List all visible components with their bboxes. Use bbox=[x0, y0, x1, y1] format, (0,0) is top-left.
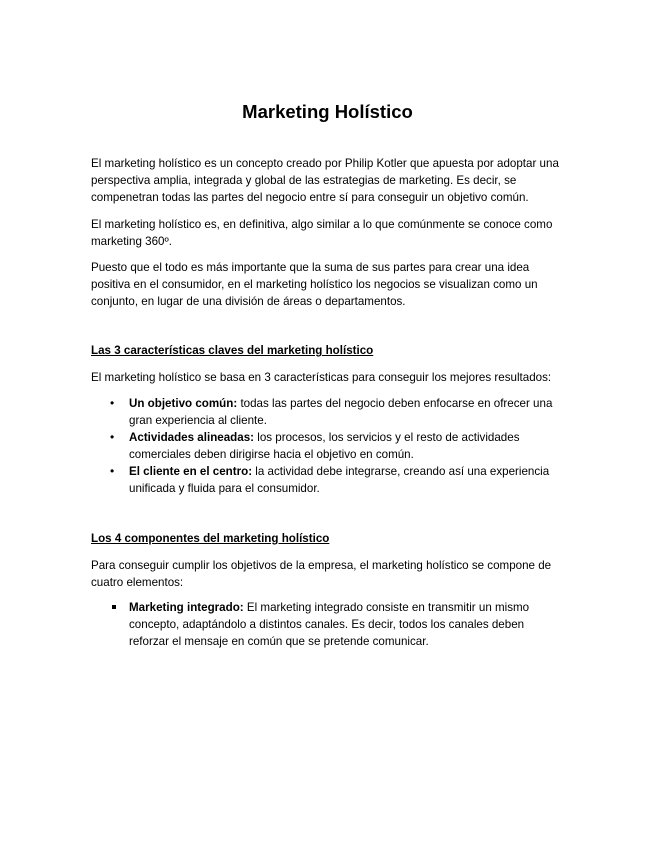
bullet-icon: • bbox=[110, 396, 115, 410]
list-item-term: El cliente en el centro: bbox=[129, 465, 253, 478]
bullet-icon: • bbox=[110, 464, 115, 478]
list-item-text: la actividad debe integrarse, creando así una experiencia unificada y fluida para el consumidor. bbox=[129, 465, 550, 495]
list-item-term: Marketing integrado: bbox=[129, 601, 244, 614]
list-item bbox=[91, 463, 561, 497]
components-list bbox=[91, 599, 561, 650]
list-item bbox=[91, 395, 561, 429]
characteristics-list bbox=[91, 395, 561, 497]
section-heading-characteristics: Las 3 características claves del marketing holístico bbox=[91, 344, 374, 357]
list-item-term: Actividades alineadas: bbox=[129, 431, 255, 444]
list-item-term: Un objetivo común: bbox=[129, 397, 238, 410]
section-heading-components: Los 4 componentes del marketing holístico bbox=[91, 532, 330, 545]
definition-paragraph: El marketing holístico es, en definitiva, algo similar a lo que comúnmente se conoce como marketing 360º. bbox=[91, 218, 553, 248]
square-bullet-icon bbox=[112, 605, 116, 609]
list-item-text: todas las partes del negocio deben enfocarse en ofrecer una gran experiencia al cliente. bbox=[129, 397, 553, 427]
holistic-view-paragraph: Puesto que el todo es más importante que la suma de sus partes para crear una idea positiva en el consumidor, en el marketing holístico los negocios se visualizan como un conjunto, en lugar de una división de áreas o departamentos. bbox=[91, 261, 538, 308]
list-item bbox=[91, 599, 561, 650]
characteristics-intro: El marketing holístico se basa en 3 características para conseguir los mejores resultados: bbox=[91, 371, 552, 384]
list-item-text: El marketing integrado consiste en transmitir un mismo concepto, adaptándolo a distintos canales. Es decir, todos los canales deben reforzar el mensaje en común que se pretende comunicar. bbox=[129, 601, 530, 648]
list-item-text: los procesos, los servicios y el resto de actividades comerciales deben dirigirse hacia el objetivo en común. bbox=[129, 431, 520, 461]
components-intro: Para conseguir cumplir los objetivos de la empresa, el marketing holístico se compone de cuatro elementos: bbox=[91, 559, 552, 589]
intro-paragraph: El marketing holístico es un concepto creado por Philip Kotler que apuesta por adoptar una perspectiva amplia, integrada y global de las estrategias de marketing. Es decir, se compenetran todas las partes del negocio entre sí para conseguir un objetivo común. bbox=[91, 157, 559, 204]
document-title: Marketing Holístico bbox=[242, 101, 413, 122]
bullet-icon: • bbox=[110, 430, 115, 444]
list-item bbox=[91, 429, 561, 463]
